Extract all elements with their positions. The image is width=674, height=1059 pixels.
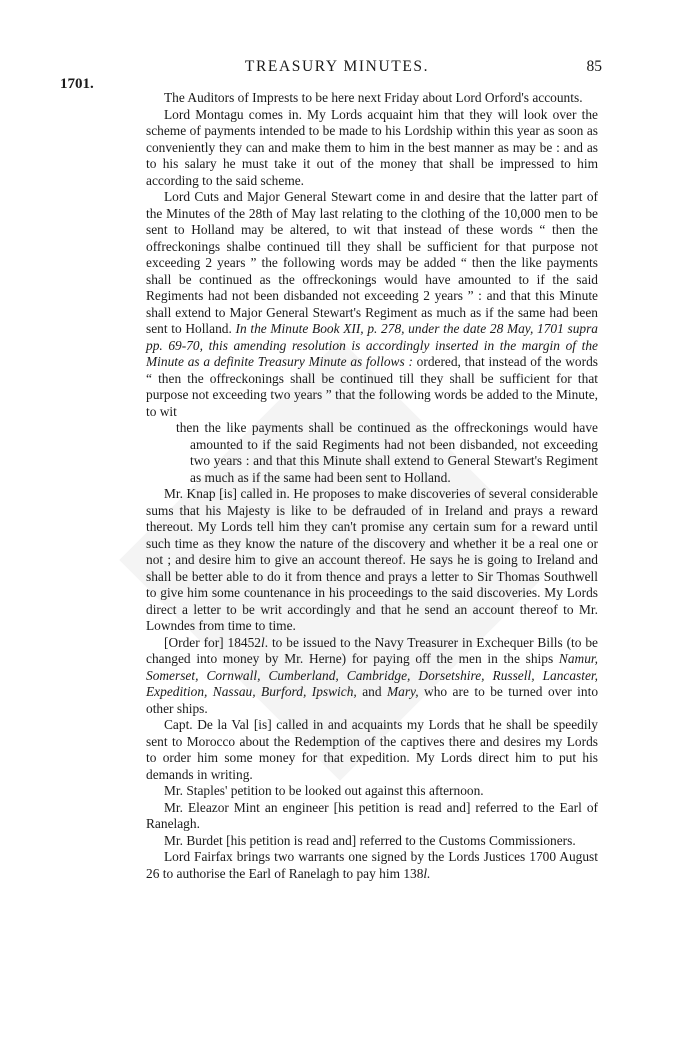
paragraph-text: who are to be turned over into other ships. — [146, 684, 599, 716]
paragraph-text: Mr. Burdet [his petition is read and] referred to the Customs Commissioners. — [164, 832, 576, 848]
minute-paragraph — [146, 486, 598, 635]
paragraph-text: Mr. Eleazor Mint an engineer [his petition is read and] referred to the Earl of Ranelagh. — [146, 799, 598, 831]
minute-paragraph — [146, 189, 598, 420]
minute-paragraph — [146, 107, 598, 190]
paragraph-text: Lord Fairfax brings two warrants one signed by the Lords Justices 1700 August 26 to authorise the Earl of Ranelagh to pay him 138 — [146, 849, 598, 881]
page-header — [0, 58, 674, 80]
minute-paragraph — [146, 90, 598, 107]
running-title: TREASURY MINUTES. — [244, 58, 430, 75]
paragraph-text: then the like payments shall be continued as the offreckonings would have amounted to if the said Regiments had not been disbanded, not exceeding two years : and that this Minute shall extend to General Stewart's Regiment as much as if the same had been sent to Holland. — [176, 420, 598, 485]
minute-paragraph — [146, 717, 598, 783]
paragraph-text: [Order for] 18452 — [164, 634, 261, 650]
paragraph-text: ordered, that instead of the words “ then the offreckonings shall be continued till they shall be sufficient for that purpose not exceeding two years ” that the following words be added to the Minute, to wit — [146, 354, 598, 419]
italic-text: Namur, Somerset, Cornwall, Cumberland, Cambridge, Dorsetshire, Russell, Lancaster, Expedition, Nassau, Burford, Ipswich, — [146, 651, 598, 699]
paragraph-text: Mr. Knap [is] called in. He proposes to make discoveries of several considerable sums that his Majesty is like to be defrauded of in Ireland and prays a reward thereout. My Lords tell him they can't promise any certain sum for a reward until such time as they know the nature of the discovery and whether it be a real one or not ; and desire him to give an account thereof. He says he is going to Ireland and shall be better able to do it from thence and prays a letter to Sir Thomas Southwell to give him some countenance in his proceedings to the said discoveries. My Lords direct a letter to be writ accordingly and that he send an account thereof to Mr. Lowndes from time to time. — [146, 486, 598, 633]
italic-text: l — [261, 634, 265, 650]
italic-text: In the Minute Book XII, p. 278, under the date 28 May, 1701 supra pp. 69-70, this amending resolution is accordingly inserted in the margin of the Minute as a definite Treasury Minute as follows : — [146, 321, 598, 369]
minute-paragraph — [146, 635, 598, 718]
margin-year: 1701. — [60, 76, 94, 92]
paragraph-text: . to be issued to the Navy Treasurer in Exchequer Bills (to be changed into money by Mr. Herne) for paying off the men in the ships — [146, 634, 598, 666]
minute-paragraph — [146, 833, 598, 850]
minute-paragraph — [146, 783, 598, 800]
quoted-minute — [176, 420, 598, 486]
page-number: 85 — [586, 58, 602, 75]
paragraph-text: Lord Montagu comes in. My Lords acquaint him that they will look over the scheme of payments intended to be made to his Lordship within this year as soon as conveniently they can and make them to him in the best manner as may be : and as to his salary he must take it out of the money that shall be impressed to him according to the said scheme. — [146, 106, 598, 188]
minute-paragraph — [146, 800, 598, 833]
minute-paragraph — [146, 849, 598, 882]
italic-text: l. — [423, 865, 431, 881]
paragraph-text: Capt. De la Val [is] called in and acquaints my Lords that he shall be speedily sent to Morocco about the Redemption of the captives there and desires my Lords to order him some money for that expedition. My Lords direct him to put his demands in writing. — [146, 717, 598, 782]
paragraph-text: and — [356, 684, 387, 699]
minutes-body — [146, 90, 598, 882]
paragraph-text: Mr. Staples' petition to be looked out against this afternoon. — [164, 783, 484, 798]
italic-text: Mary, — [386, 684, 419, 699]
paragraph-text: The Auditors of Imprests to be here next Friday about Lord Orford's accounts. — [164, 90, 583, 105]
paragraph-text: Lord Cuts and Major General Stewart come in and desire that the latter part of the Minutes of the 28th of May last relating to the clothing of the 10,000 men to be sent to Holland may be altered, to wit that instead of these words “ then the offreckonings shalbe continued till they shall be sufficient for that purpose not exceeding 2 years ” the following words may be added “ then the like payments shall be continued as the offreckonings would have amounted to if the said Regiments had not been disbanded not exceeding 2 years ” : and that this Minute shall extend to Major General Stewart's Regiment as much as if the same had been sent to Holland. — [146, 189, 598, 336]
